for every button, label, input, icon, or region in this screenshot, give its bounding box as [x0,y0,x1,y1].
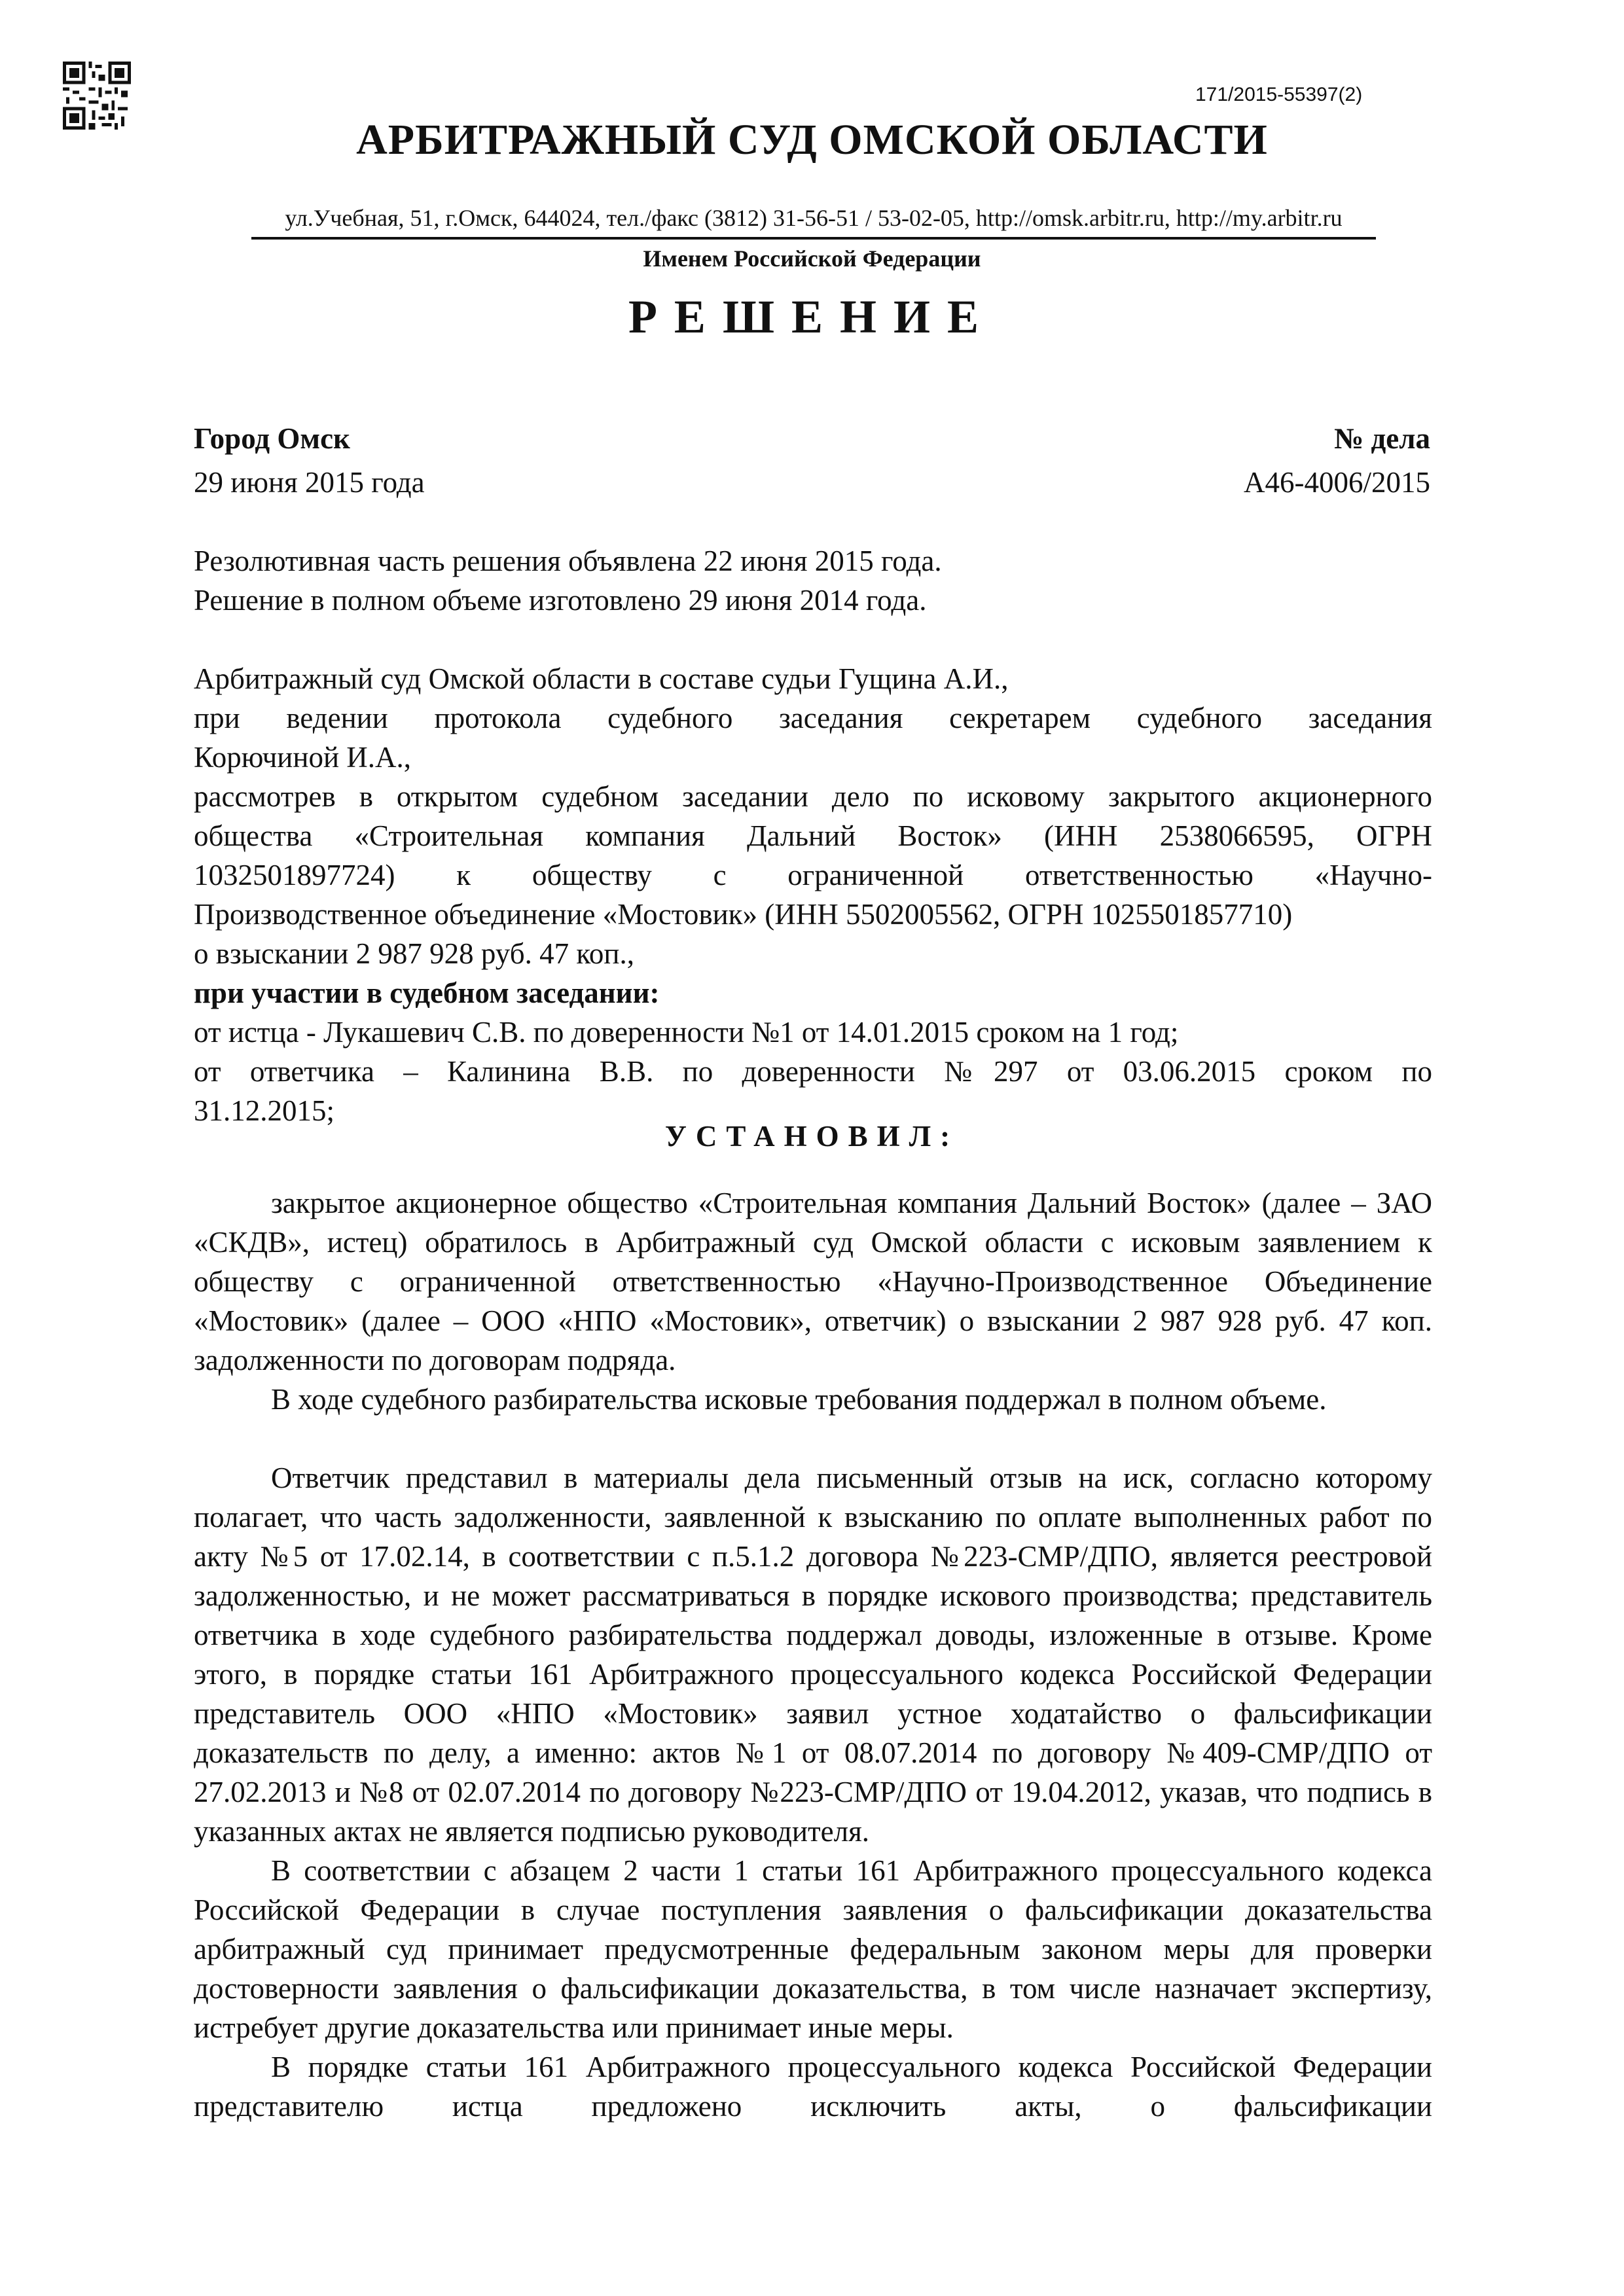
case-number: А46-4006/2015 [1244,466,1430,499]
secretary-name: Корючиной И.А., [194,741,412,774]
document-number: 171/2015-55397(2) [1195,84,1363,105]
defendant-representative-term: 31.12.2015; [194,1094,335,1127]
plaintiff-representative: от истца - Лукашевич С.В. по доверенности №1 от 14.01.2015 сроком на 1 год; [194,1016,1179,1049]
decision-date: 29 июня 2015 года [194,466,425,499]
court-name: АРБИТРАЖНЫЙ СУД ОМСКОЙ ОБЛАСТИ [356,116,1268,164]
case-description-line: Производственное объединение «Мостовик» (ИНН 5502005562, ОГРН 1025501857710) [194,898,1293,931]
case-label: № дела [1334,422,1430,455]
claim-amount: о взыскании 2 987 928 руб. 47 коп., [194,937,635,970]
defendant-representative: от ответчика – Калинина В.В. по доверенности №297 от 03.06.2015 сроком по [194,1055,1432,1088]
case-description-line: рассмотрев в открытом судебном заседании дело по исковому закрытого акционерного [194,780,1432,813]
name-of-rf: Именем Российской Федерации [643,245,981,272]
case-description-line: общества «Строительная компания Дальний Восток» (ИНН 2538066595, ОГРН [194,819,1432,852]
document-title: РЕШЕНИЕ [628,291,996,343]
court-composition: Арбитражный суд Омской области в составе судьи Гущина А.И., [194,662,1009,695]
resolution-announced: Резолютивная часть решения объявлена 22 июня 2015 года. [194,545,942,577]
paragraph: В порядке статьи 161 Арбитражного процессуального кодекса Российской Федерации представителю истца предложено исключить акты, о фальсификации [194,2051,1432,2123]
court-address: ул.Учебная, 51, г.Омск, 644024, тел./факс (3812) 31-56-51 / 53-02-05, http://omsk.arbitr.ru, http://my.arbitr.ru [251,204,1376,240]
paragraph: закрытое акционерное общество «Строительная компания Дальний Восток» (далее – ЗАО «СКДВ», истец) обратилось в Арбитражный суд Омской области с исковым заявлением к обществу с ограниченной ответственностью «Научно-Производственное Объединение «Мостовик» (далее – ООО «НПО «Мостовик», ответчик) о взыскании 2 987 928 руб. 47 коп. задолженности по договорам подряда. [194,1187,1432,1376]
paragraph: Ответчик представил в материалы дела письменный отзыв на иск, согласно которому полагает, что часть задолженности, заявленной к взысканию по оплате выполненных работ по акту №5 от 17.02.14, в соответствии с п.5.1.2 договора №223-СМР/ДПО, является реестровой задолженностью, и не может рассматриваться в порядке искового производства; представитель ответчика в ходе судебного разбирательства поддержал доводы, изложенные в отзыве. Кроме этого, в порядке статьи 161 Арбитражного процессуального кодекса Российской Федерации представитель ООО «НПО «Мостовик» заявил устное ходатайство о фальсификации доказательств по делу, а именно: актов №1 от 08.07.2014 по договору №409-СМР/ДПО от 27.02.2013 и №8 от 02.07.2014 по договору №223-СМР/ДПО от 19.04.2012, указав, что подпись в указанных актах не является подписью руководителя. [194,1462,1432,1848]
decision-full-made: Решение в полном объеме изготовлено 29 июня 2014 года. [194,584,927,617]
city: Город Омск [194,422,350,455]
paragraph: В ходе судебного разбирательства исковые требования поддержал в полном объеме. [271,1383,1327,1416]
paragraph: В соответствии с абзацем 2 части 1 статьи 161 Арбитражного процессуального кодекса Российской Федерации в случае поступления заявления о фальсификации доказательства арбитражный суд принимает предусмотренные федеральным законом меры для проверки достоверности заявления о фальсификации доказательства, в том числе назначает экспертизу, истребует другие доказательства или принимает иные меры. [194,1854,1432,2044]
case-description-line: 1032501897724) к обществу с ограниченной ответственностью «Научно- [194,859,1432,891]
secretary-line: при ведении протокола судебного заседания секретарем судебного заседания [194,702,1432,734]
section-heading-ustanovil: УСТАНОВИЛ: [664,1120,960,1153]
participants-heading: при участии в судебном заседании: [194,977,660,1009]
